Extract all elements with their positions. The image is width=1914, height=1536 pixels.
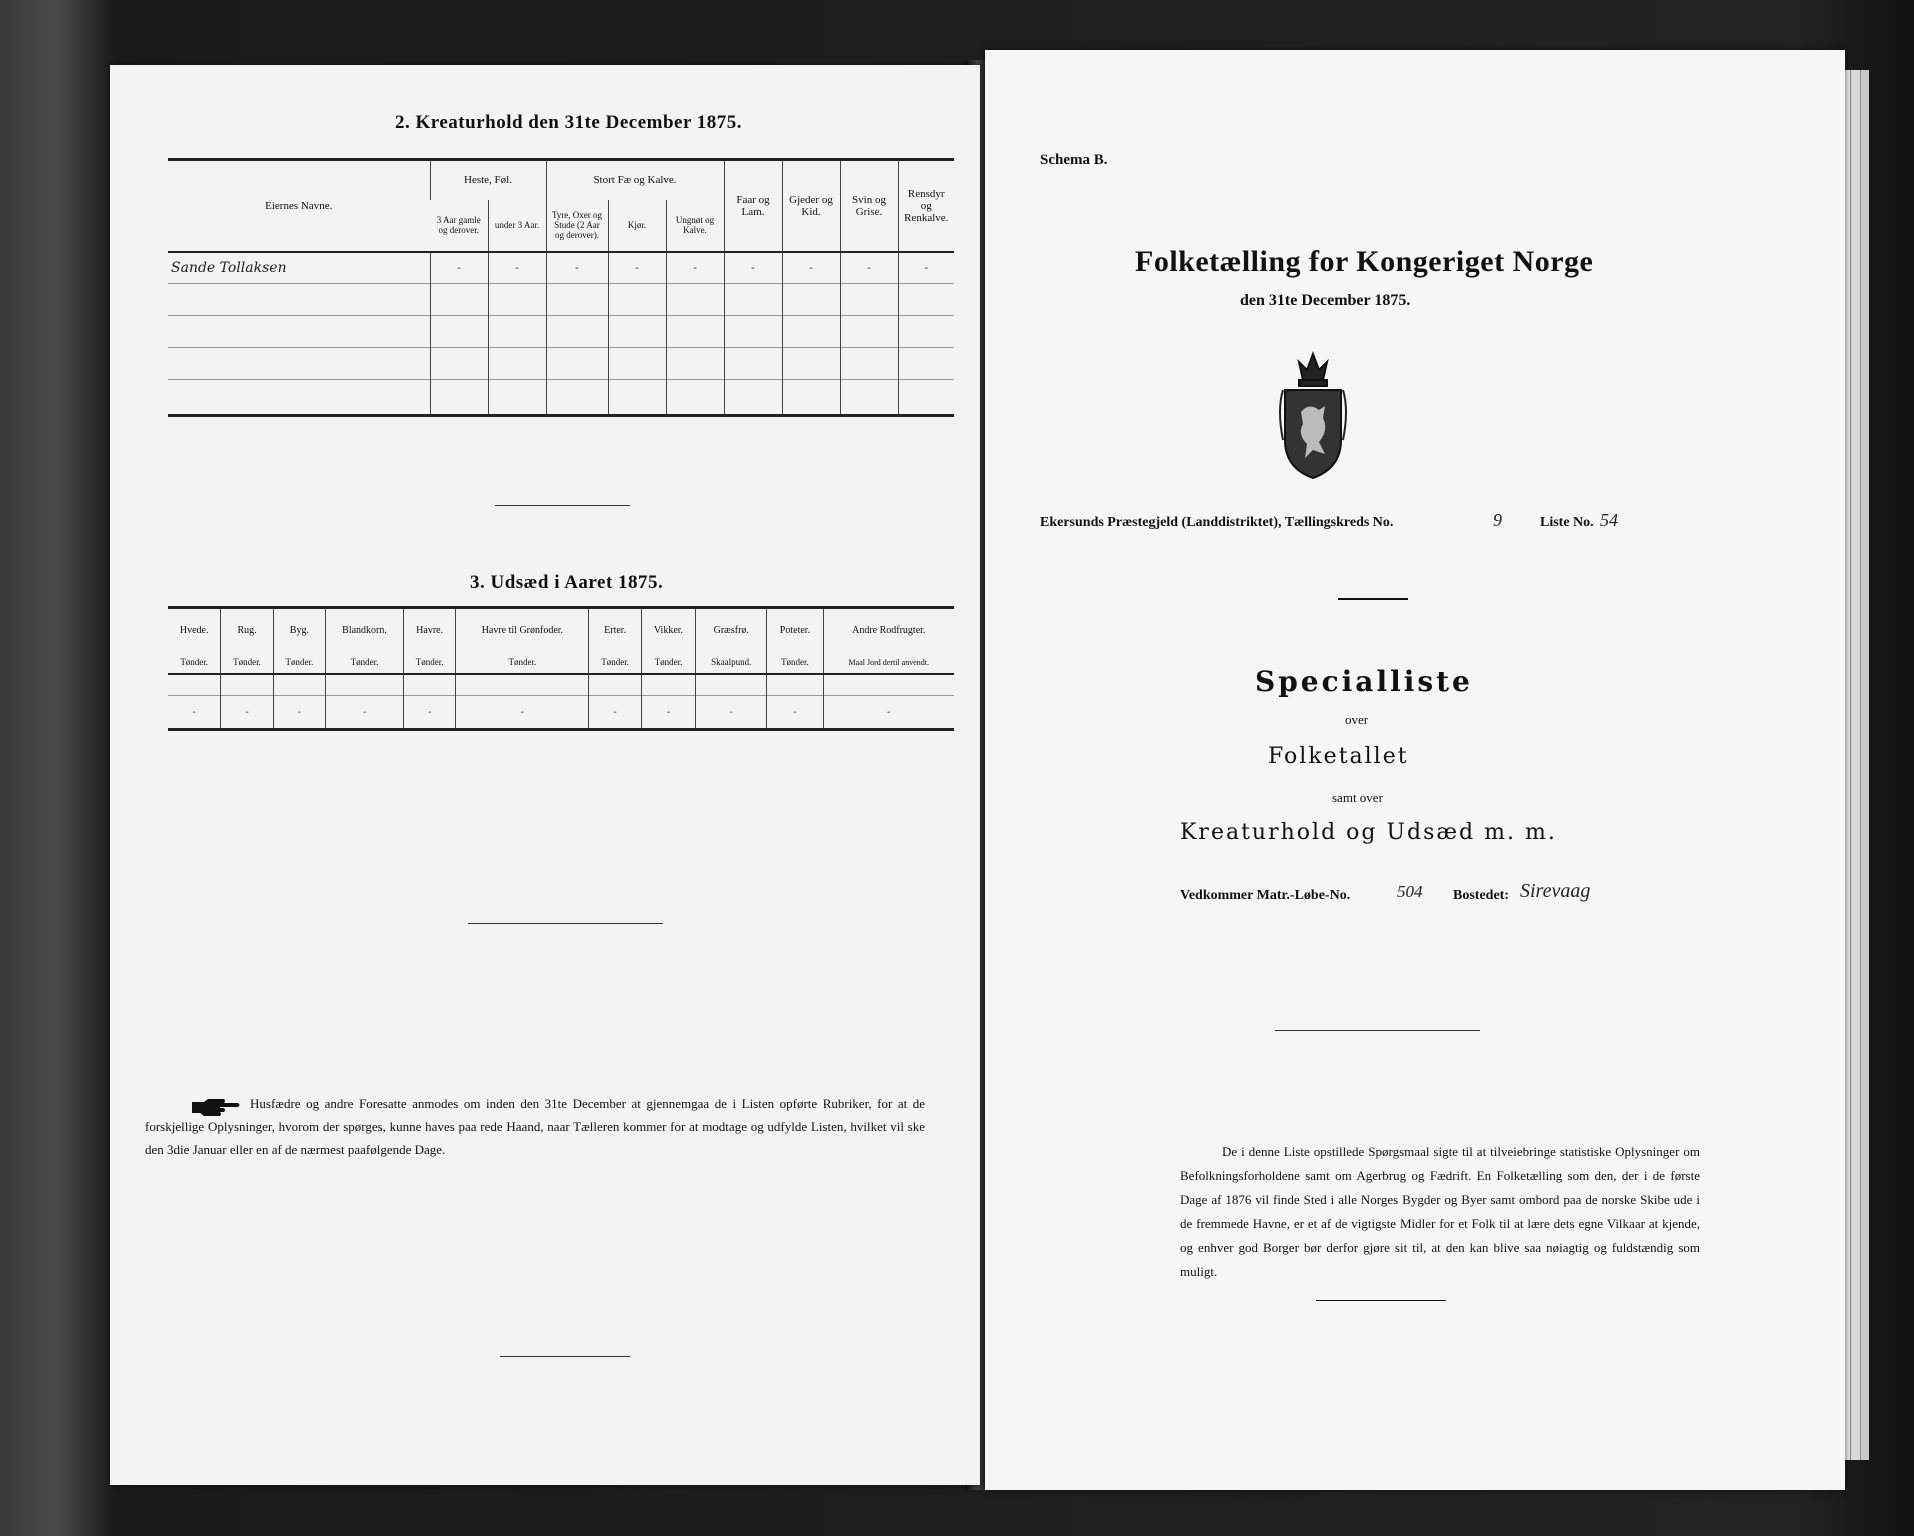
folketallet-title: Folketallet <box>1268 744 1409 769</box>
specialliste-title: Specialliste <box>1255 665 1473 698</box>
col-andre-rodfrugter: Andre Rodfrugter. <box>823 608 954 652</box>
schema-label: Schema B. <box>1040 152 1108 168</box>
census-title: Folketælling for Kongeriget Norge <box>1135 245 1594 278</box>
matr-label: Vedkommer Matr.-Løbe-No. <box>1180 888 1351 903</box>
cell-value: - <box>488 252 546 284</box>
cell-value: - <box>823 696 954 730</box>
section-3-title: 3. Udsæd i Aaret 1875. <box>470 572 664 593</box>
cell-value: - <box>666 252 724 284</box>
cell-value: - <box>546 252 608 284</box>
table-row <box>168 316 954 348</box>
col-gjeder: Gjeder og Kid. <box>782 160 840 252</box>
page-edge <box>1860 70 1869 1460</box>
table-row <box>168 380 954 416</box>
col-graesfro: Græsfrø. <box>696 608 767 652</box>
unit: Skaalpund. <box>696 652 767 674</box>
divider <box>468 923 663 924</box>
divider <box>500 1356 630 1357</box>
col-havre: Havre. <box>403 608 455 652</box>
cell-value: - <box>192 706 196 718</box>
divider <box>495 505 630 506</box>
table-row <box>168 696 954 730</box>
divider <box>1338 598 1408 600</box>
unit: Tønder. <box>221 652 273 674</box>
census-date: den 31te December 1875. <box>1240 292 1411 309</box>
col-blandkorn: Blandkorn. <box>326 608 404 652</box>
col-heste-under3: under 3 Aar. <box>488 200 546 252</box>
col-ungnot: Ungnøt og Kalve. <box>666 200 724 252</box>
cell-value: - <box>589 696 641 730</box>
col-erter: Erter. <box>589 608 641 652</box>
cell-value: - <box>641 696 695 730</box>
unit: Tønder. <box>641 652 695 674</box>
col-tyre-oxer: Tyre, Oxer og Stude (2 Aar og derover). <box>546 200 608 252</box>
col-heste: Heste, Føl. <box>430 160 546 200</box>
cell-value: - <box>840 252 898 284</box>
closing-text: De i denne Liste opstillede Spørgsmaal sigte til at tilveiebringe statistiske Oplysninger om Befolkningsforholdene samt om Agerbrug og Fædrift. En Folketælling som den, der i de første Dage af 1876 vil finde Sted i alle Norges Bygder og Byer samt ombord paa de norske Skibe ude i de fremmede Havne, er et af de vigtigste Midler for et Folk til at lære dets egne Vilkaar at kjende, og enhver god Borger bør derfor gjøre sit til, at den kan blive saa nøiagtig og fuldstændig som muligt. <box>1180 1144 1700 1279</box>
owner-name: Sande Tollaksen <box>171 259 287 276</box>
col-heste-3aar: 3 Aar gamle og derover. <box>436 215 481 235</box>
closing-paragraph <box>1180 1140 1700 1284</box>
col-byg: Byg. <box>273 608 325 652</box>
unit: Maal Jord dertil anvendt. <box>823 652 954 674</box>
matr-number: 504 <box>1397 882 1423 901</box>
col-svin: Svin og Grise. <box>840 160 898 252</box>
unit: Tønder. <box>403 652 455 674</box>
cell-value: - <box>608 252 666 284</box>
col-kjor: Kjør. <box>608 200 666 252</box>
unit: Tønder. <box>326 652 404 674</box>
cell-value: - <box>273 696 325 730</box>
notice-text: Husfædre og andre Foresatte anmodes om inden den 31te December at gjennemgaa de i Listen opførte Rubriker, for at de forskjellige Oplysninger, hvorom der spørges, kunne haves paa rede Haand, naar Tælleren kommer for at modtage og udfylde Listen, hvilket vil ske den 3die Januar eller en af de nærmest paafølgende Dage. <box>145 1096 925 1157</box>
samt-over-text: samt over <box>1332 790 1383 805</box>
col-vikker: Vikker. <box>641 608 695 652</box>
district-label: Ekersunds Præstegjeld (Landdistriktet), Tællingskreds No. <box>1040 515 1394 530</box>
unit: Tønder. <box>273 652 325 674</box>
cell-value: - <box>326 696 404 730</box>
table-row <box>168 284 954 316</box>
unit: Tønder. <box>767 652 823 674</box>
cell-value: - <box>403 696 455 730</box>
cell-value: - <box>221 696 273 730</box>
col-rug: Rug. <box>221 608 273 652</box>
cell-value: - <box>456 696 589 730</box>
norway-coat-of-arms-icon <box>1275 350 1351 482</box>
col-poteter: Poteter. <box>767 608 823 652</box>
household-notice <box>145 1092 925 1161</box>
cell-value: - <box>430 252 488 284</box>
kreaturhold-title: Kreaturhold og Udsæd m. m. <box>1180 820 1557 845</box>
bosted-label: Bostedet: <box>1453 888 1509 903</box>
over-text: over <box>1345 712 1369 727</box>
col-rensdyr: Rensdyr og Renkalve. <box>898 160 954 252</box>
unit: Tønder. <box>180 657 209 667</box>
section-2-title: 2. Kreaturhold den 31te December 1875. <box>395 112 743 133</box>
liste-label: Liste No. <box>1540 515 1594 530</box>
table-row <box>168 252 954 284</box>
col-faar: Faar og Lam. <box>724 160 782 252</box>
cell-value: - <box>898 252 954 284</box>
col-havre-gronfoder: Havre til Grønfoder. <box>456 608 589 652</box>
kreds-number: 9 <box>1493 510 1502 530</box>
cell-value: - <box>767 696 823 730</box>
cell-value: - <box>782 252 840 284</box>
bosted-value: Sirevaag <box>1520 880 1591 902</box>
col-hvede: Hvede. <box>179 624 209 636</box>
livestock-table <box>168 158 954 417</box>
divider <box>1275 1030 1480 1031</box>
col-stort-fae: Stort Fæ og Kalve. <box>546 160 724 200</box>
cell-value: - <box>696 696 767 730</box>
seed-table <box>168 606 954 731</box>
table-row <box>168 348 954 380</box>
unit: Tønder. <box>456 652 589 674</box>
divider <box>1316 1300 1446 1301</box>
cell-value: - <box>724 252 782 284</box>
col-owner-names: Eiernes Navne. <box>265 199 333 212</box>
liste-number: 54 <box>1600 510 1618 530</box>
unit: Tønder. <box>589 652 641 674</box>
table-row <box>168 674 954 696</box>
